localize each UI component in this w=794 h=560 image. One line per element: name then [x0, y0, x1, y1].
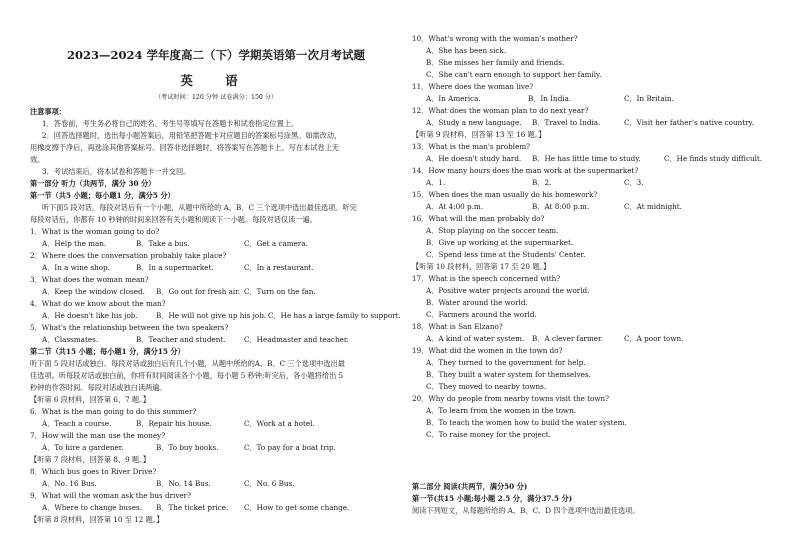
option-c: C．To pay for a boat trip. — [244, 443, 336, 452]
question-stem: 10．What's wrong with the woman's mother? — [412, 34, 578, 43]
question-stem: 1．What is the woman going to do? — [30, 227, 160, 236]
option-c: C．How to get some change. — [244, 503, 350, 512]
subject-title: 英 语 — [180, 73, 252, 88]
notice-line: 1．答卷前，考生务必将自己的姓名、考生号等填写在答题卡和试卷指定位置上。 — [42, 119, 299, 128]
question-stem: 7．How will the man use the money? — [30, 431, 166, 440]
option-a: A．A kind of water system. — [426, 334, 525, 343]
option-a: A．In a wine shop. — [42, 263, 110, 272]
option-c: C．3. — [624, 178, 644, 187]
option-c: C．Work at a hotel. — [244, 419, 315, 428]
material-note: 【听第 10 段材料，回答第 17 至 20 题。】 — [412, 262, 551, 271]
part2-intro: 阅读下列短文，从每题所给的 A、B、C、D 四个选项中选出最佳选项。 — [412, 506, 640, 515]
option-a: A．Positive water projects around the world. — [426, 286, 590, 295]
option-a: A．Teach a course. — [42, 419, 112, 428]
option-c: C．Turn on the fan. — [244, 287, 316, 296]
part1-heading: 第一部分 听力（共两节，满分 30 分） — [30, 179, 156, 188]
question-stem: 20．Why do people from nearby towns visit the town? — [412, 394, 609, 403]
option-b: B．2. — [532, 178, 552, 187]
question-stem: 18．What is San Elzano? — [412, 322, 503, 331]
question-stem: 15．When does the man usually do his homework? — [412, 190, 598, 199]
section-intro: 佳选项。听每段对话或独白前，你将有时间阅读各个小题，每小题 5 秒钟;听完后，各小题将给出 5 — [30, 371, 344, 380]
option-b: B．No. 14 Bus. — [156, 479, 211, 488]
option-b: B．Teacher and student. — [136, 335, 226, 344]
option-c: C．In Britain. — [624, 94, 674, 103]
option-a: A．Help the man. — [42, 239, 107, 248]
option-a: A．To hire a gardener. — [42, 443, 124, 452]
option-c: C．In a restaurant. — [244, 263, 314, 272]
option-b: B．The ticket price. — [156, 503, 229, 512]
notice-line: 用橡皮擦干净后，再选涂其他答案标号。回答非选择题时，将答案写在答题卡上。写在本试卷上无 — [30, 143, 340, 152]
material-note: 【听第 7 段材料，回答第 8、9 题。】 — [30, 455, 150, 464]
option-a: A．Keep the window closed. — [42, 287, 145, 296]
option-c: C．Visit her father's native country. — [624, 118, 754, 127]
option-a: A．1. — [426, 178, 446, 187]
option-a: A．No. 16 Bus. — [42, 479, 97, 488]
option-b: B．Take a bus. — [136, 239, 190, 248]
option-c: C．Get a camera. — [244, 239, 308, 248]
option-a: A．Where to change buses. — [42, 503, 142, 512]
part2-heading: 第二部分 阅读(共两节，满分50 分) — [412, 482, 528, 491]
section-intro: 听下面5 段对话。每段对话后有一个小题，从题中所给的 A、B、C 三个选项中选出最佳选项。听完 — [42, 203, 357, 212]
notice-line: 3．考试结束后，将本试卷和答题卡一并交回。 — [42, 167, 191, 176]
option-c: C．He has a large family to support. — [268, 311, 401, 320]
section-intro: 秒钟的作答时间。每段对话或独白读两遍。 — [30, 383, 167, 392]
material-note: 【听第 6 段材料，回答第 6、7 题。】 — [30, 395, 150, 404]
option-b: B．He has little time to study. — [532, 154, 641, 163]
material-note: 【听第 8 段材料，回答第 10 至 12 题。】 — [30, 515, 164, 524]
option-a: A．At 4:00 p.m. — [426, 202, 484, 211]
option-a: A．In America. — [426, 94, 481, 103]
option-c: C．A poor town. — [624, 334, 684, 343]
question-stem: 3．What does the woman mean? — [30, 275, 149, 284]
option-a: A．Study a new language. — [426, 118, 522, 127]
question-stem: 5．What's the relationship between the two speakers? — [30, 323, 229, 332]
option-b: B．A clever farmer. — [532, 334, 603, 343]
option-b: B．At 8:00 p.m. — [532, 202, 590, 211]
option-a: A．He doesn't like his job. — [42, 311, 138, 320]
option-c: C．Farmers around the world. — [426, 310, 537, 319]
exam-title: 2023—2024 学年度高二（下）学期英语第一次月考试题 — [66, 48, 365, 62]
notice-line: 2．回答选择题时，选出每小题答案后，用铅笔把答题卡对应题目的答案标号涂黑。如需改动， — [42, 131, 342, 140]
question-stem: 16．What will the man probably do? — [412, 214, 545, 223]
question-stem: 14．How many hours does the man work at the supermarket? — [412, 166, 639, 175]
option-a: A．They turned to the government for help. — [426, 358, 586, 367]
option-b: B．Give up working at the supermarket. — [426, 238, 574, 247]
option-b: B．Water around the world. — [426, 298, 528, 307]
option-c: C．At midnight. — [624, 202, 682, 211]
option-b: B．Go out for fresh air. — [156, 287, 241, 296]
option-a: A．She has been sick. — [426, 46, 507, 55]
option-c: C．She can't earn enough to support her family. — [426, 70, 602, 79]
option-c: C．To raise money for the project. — [426, 430, 551, 439]
option-c: C．They moved to nearby towns. — [426, 382, 547, 391]
question-stem: 9．What will the woman ask the bus driver? — [30, 491, 191, 500]
option-c: C．No. 6 Bus. — [244, 479, 295, 488]
question-stem: 11．Where does the woman live? — [412, 82, 534, 91]
material-note: 【听第 9 段材料，回答第 13 至 16 题。】 — [412, 130, 546, 139]
notice-heading: 注意事项： — [30, 107, 66, 116]
question-stem: 6．What is the man going to do this summer? — [30, 407, 197, 416]
question-stem: 2．Where does the conversation probably take place? — [30, 251, 227, 260]
option-b: B．To teach the women how to build the water system. — [426, 418, 627, 427]
question-stem: 4．What do we know about the man? — [30, 299, 166, 308]
question-stem: 12．What does the woman plan to do next year? — [412, 106, 589, 115]
question-stem: 8．Which bus goes to River Drive? — [30, 467, 157, 476]
option-b: B．In a supermarket. — [136, 263, 214, 272]
option-b: B．In India. — [528, 94, 572, 103]
option-b: B．They built a water system for themselves. — [426, 370, 591, 379]
option-c: C．He finds study difficult. — [664, 154, 763, 163]
option-a: A．He doesn't study hard. — [426, 154, 522, 163]
part1-section1-heading: 第一节（共5 小题；每小题1 分，满分5 分） — [30, 191, 175, 200]
question-stem: 19．What did the women in the town do? — [412, 346, 563, 355]
exam-meta: （考试时间：120 分钟 试卷满分：150 分） — [154, 94, 278, 101]
option-b: B．To buy books. — [156, 443, 219, 452]
part2-section1-heading: 第一节(共15 小题;每小题 2.5 分，满分37.5 分) — [412, 494, 573, 503]
part1-section2-heading: 第二节（共15 小题；每小题1 分，满分15 分） — [30, 347, 185, 356]
option-b: B．He will not give up his job. — [156, 311, 267, 320]
option-b: B．She misses her family and friends. — [426, 58, 565, 67]
option-c: C．Spend less time at the Students' Center. — [426, 250, 586, 259]
section-intro: 听下面 5 段对话或独白。每段对话或独白后有几个小题，从题中所给的A、B、C 三个选项中选出最 — [30, 359, 345, 368]
option-a: A．Stop playing on the soccer team. — [426, 226, 559, 235]
option-a: A．To learn from the women in the town. — [426, 406, 577, 415]
option-b: B．Repair his house. — [136, 419, 212, 428]
option-c: C．Headmaster and teacher. — [244, 335, 349, 344]
option-a: A．Classmates. — [42, 335, 99, 344]
option-b: B．Travel to India. — [532, 118, 601, 127]
section-intro: 每段对话后，你都有 10 秒钟的时间来回答有关小题和阅读下一小题。每段对话仅读一遍。 — [30, 215, 317, 224]
question-stem: 17．What is the speech concerned with? — [412, 274, 561, 283]
notice-line: 效。 — [30, 155, 45, 164]
question-stem: 13．What is the man's problem? — [412, 142, 531, 151]
